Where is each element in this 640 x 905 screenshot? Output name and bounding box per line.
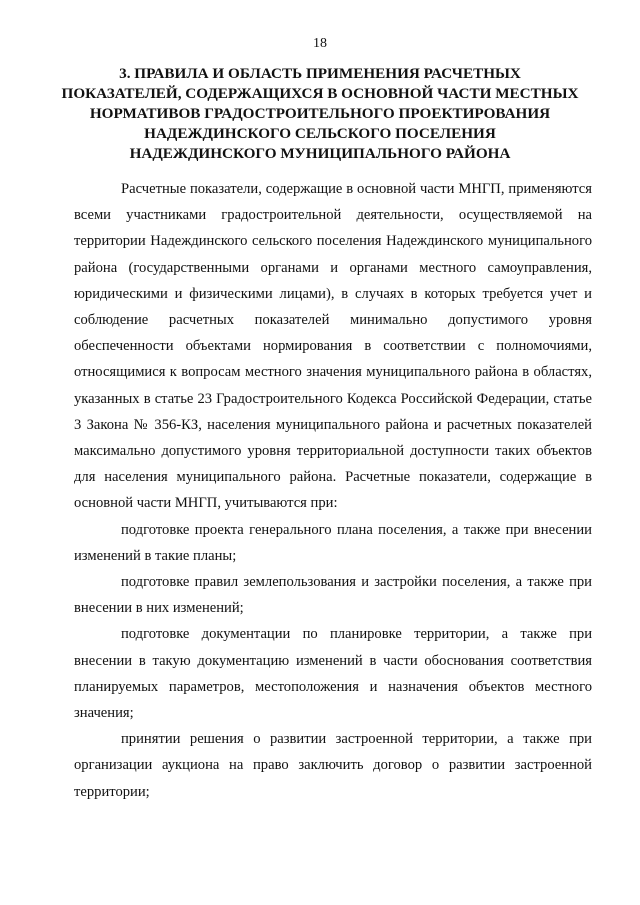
heading-line: НАДЕЖДИНСКОГО СЕЛЬСКОГО ПОСЕЛЕНИЯ: [144, 125, 496, 142]
section-heading: [40, 64, 600, 164]
list-item-built-up-territory: принятии решения о развитии застроенной территории, а также при организации аукциона на право заключить договор о развитии застроенной территории;: [74, 731, 592, 800]
heading-line: 3. ПРАВИЛА И ОБЛАСТЬ ПРИМЕНЕНИЯ РАСЧЕТНЫХ: [119, 65, 521, 82]
heading-line: НАДЕЖДИНСКОГО МУНИЦИПАЛЬНОГО РАЙОНА: [129, 145, 511, 162]
heading-line: ПОКАЗАТЕЛЕЙ, СОДЕРЖАЩИХСЯ В ОСНОВНОЙ ЧАСТИ МЕСТНЫХ: [61, 85, 579, 102]
heading-line: НОРМАТИВОВ ГРАДОСТРОИТЕЛЬНОГО ПРОЕКТИРОВАНИЯ: [89, 105, 551, 122]
list-item-planning-documentation: подготовке документации по планировке территории, а также при внесении в такую документацию изменений в части обоснования соответствия планируемых параметров, местоположения и назначения объектов местного значения;: [74, 626, 592, 722]
body-text: [74, 176, 592, 805]
intro-paragraph: Расчетные показатели, содержащие в основной части МНГП, применяются всеми участниками градостроительной деятельности, осуществляемой на территории Надеждинского сельского поселения Надеждинского муниципального района (государственными органами и органами местного самоуправления, юридическими и физическими лицами), в случаях в которых требуется учет и соблюдение расчетных показателей минимально допустимого уровня обеспеченности объектами нормирования в соответствии с полномочиями, относящимися к вопросам местного значения муниципального района в областях, указанных в статье 23 Градостроительного Кодекса Российской Федерации, статье 3 Закона № 356-КЗ, населения муниципального района и расчетных показателей максимально допустимого уровня территориальной доступности таких объектов для населения муниципального района. Расчетные показатели, содержащие в основной части МНГП, учитываются при:: [74, 181, 592, 512]
list-item-land-use-rules: подготовке правил землепользования и застройки поселения, а также при внесении в них изменений;: [74, 574, 592, 617]
page-number: 18: [313, 36, 327, 51]
list-item-general-plan: подготовке проекта генерального плана поселения, а также при внесении изменений в такие планы;: [74, 521, 592, 564]
